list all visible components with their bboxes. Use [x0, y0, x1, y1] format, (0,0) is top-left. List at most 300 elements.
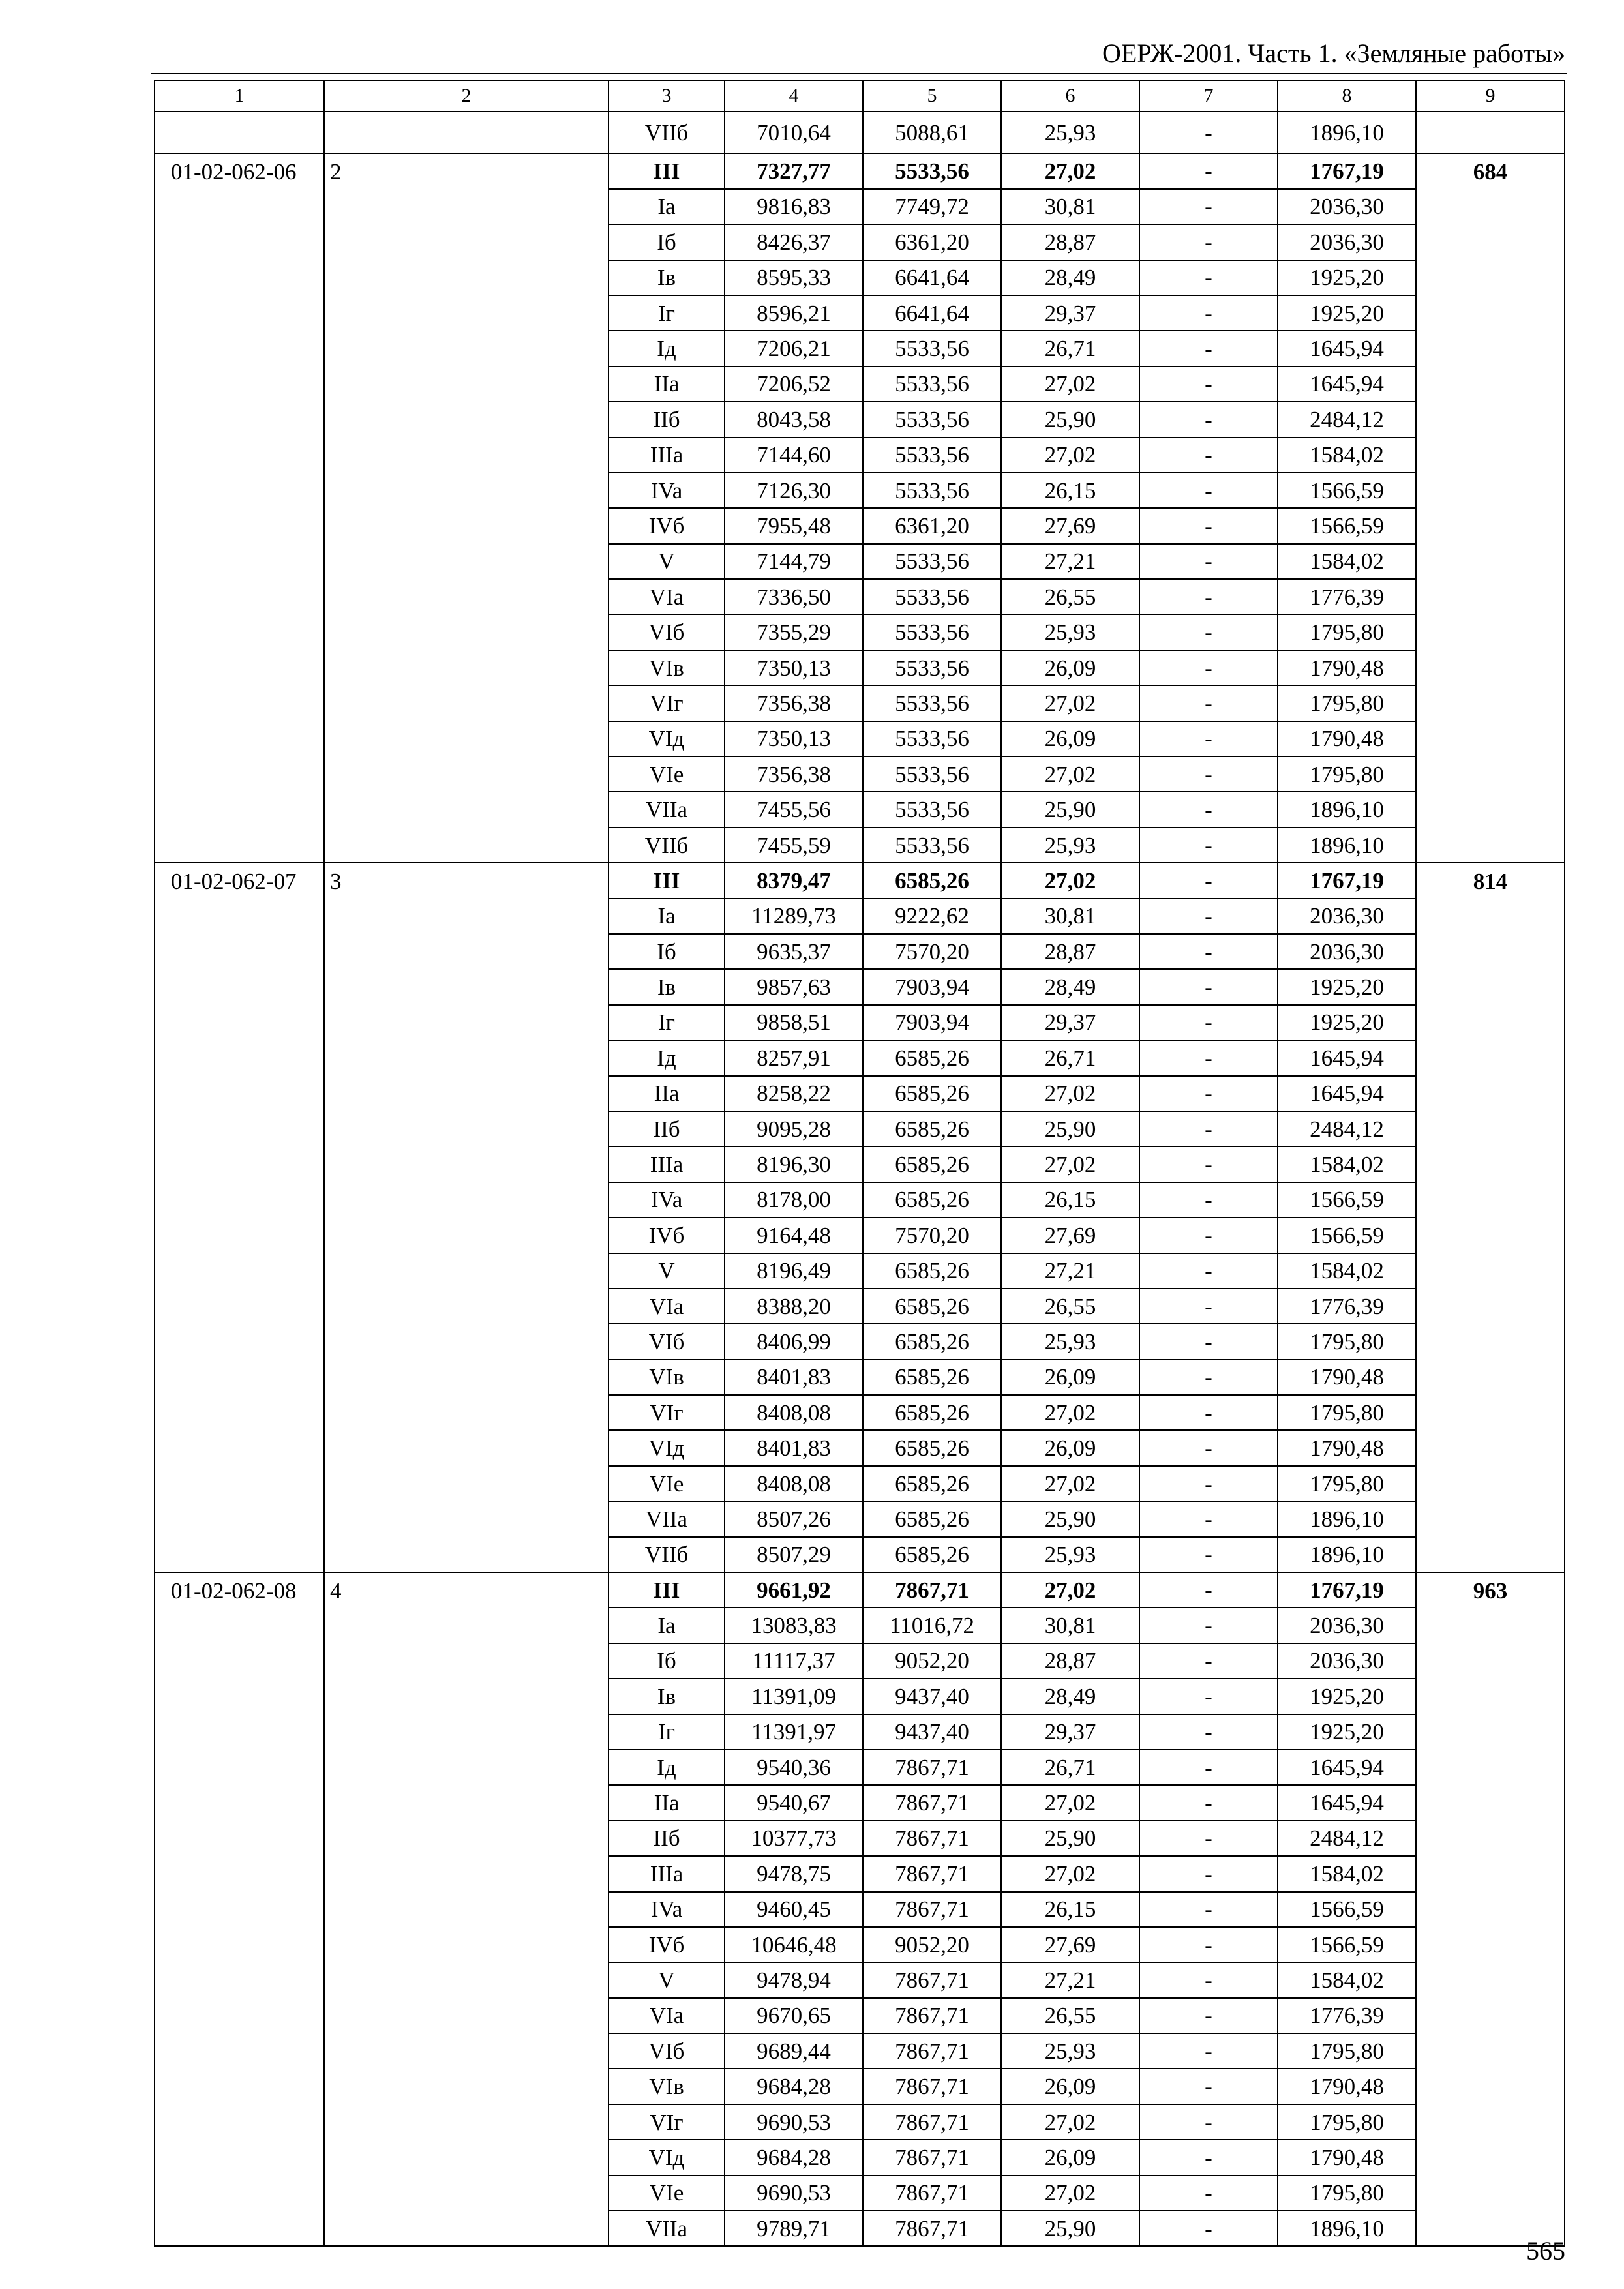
column-9-cell: 684 [1416, 153, 1565, 863]
value-cell: 30,81 [1001, 899, 1139, 934]
value-cell: 1584,02 [1278, 438, 1416, 473]
value-cell: 29,37 [1001, 1005, 1139, 1040]
value-cell: III [609, 1572, 725, 1608]
value-cell: 1767,19 [1278, 863, 1416, 898]
value-cell: Iг [609, 295, 725, 331]
value-cell: VIe [609, 756, 725, 792]
value-cell: 26,15 [1001, 1182, 1139, 1218]
value-cell: 9690,53 [725, 2104, 863, 2140]
value-cell: VIб [609, 2033, 725, 2069]
value-cell: 2036,30 [1278, 1608, 1416, 1643]
value-cell: VIe [609, 1466, 725, 1501]
value-cell: 8596,21 [725, 295, 863, 331]
value-cell: IVa [609, 473, 725, 508]
value-cell: 6585,26 [863, 1289, 1001, 1324]
value-cell: 7350,13 [725, 721, 863, 756]
value-cell: 9857,63 [725, 969, 863, 1004]
value-cell: 7867,71 [863, 1572, 1001, 1608]
value-cell: 25,90 [1001, 1821, 1139, 1856]
value-cell: 7867,71 [863, 1750, 1001, 1785]
value-cell: 5533,56 [863, 544, 1001, 579]
value-cell: - [1139, 1466, 1278, 1501]
value-cell: 25,90 [1001, 402, 1139, 437]
column-number-cell: 6 [1001, 80, 1139, 112]
value-cell: 1790,48 [1278, 650, 1416, 685]
value-cell: 25,90 [1001, 2211, 1139, 2246]
value-cell: - [1139, 650, 1278, 685]
value-cell: 8196,30 [725, 1146, 863, 1182]
value-cell: 6585,26 [863, 1111, 1001, 1146]
value-cell: 9540,67 [725, 1785, 863, 1820]
value-cell: 7955,48 [725, 508, 863, 543]
value-cell: 6585,26 [863, 1466, 1001, 1501]
value-cell: IIa [609, 1785, 725, 1820]
value-cell: - [1139, 1253, 1278, 1289]
column-9-cell: 963 [1416, 1572, 1565, 2246]
value-cell: 27,21 [1001, 544, 1139, 579]
value-cell: 8401,83 [725, 1430, 863, 1465]
value-cell: 1795,80 [1278, 614, 1416, 650]
value-cell: 7144,79 [725, 544, 863, 579]
value-cell: 6361,20 [863, 508, 1001, 543]
value-cell: VIe [609, 2176, 725, 2211]
value-cell: - [1139, 828, 1278, 863]
value-cell: 7455,56 [725, 792, 863, 827]
value-cell: IIa [609, 367, 725, 402]
value-cell: 25,90 [1001, 1501, 1139, 1536]
value-cell: 26,71 [1001, 1750, 1139, 1785]
value-cell: 7749,72 [863, 189, 1001, 224]
value-cell: 27,02 [1001, 685, 1139, 721]
value-cell: 1925,20 [1278, 969, 1416, 1004]
value-cell: 7867,71 [863, 1998, 1001, 2033]
value-cell: 1925,20 [1278, 1714, 1416, 1750]
value-cell: Iд [609, 1040, 725, 1075]
value-cell: 1767,19 [1278, 153, 1416, 188]
column-9-cell [1416, 112, 1565, 153]
value-cell: 7206,52 [725, 367, 863, 402]
value-cell: Iд [609, 1750, 725, 1785]
value-cell: 8406,99 [725, 1324, 863, 1359]
value-cell: V [609, 1253, 725, 1289]
value-cell: Iб [609, 1643, 725, 1679]
value-cell: 27,02 [1001, 1856, 1139, 1891]
value-cell: VIIa [609, 792, 725, 827]
value-cell: 5533,56 [863, 614, 1001, 650]
value-cell: - [1139, 1821, 1278, 1856]
value-cell: 27,02 [1001, 2104, 1139, 2140]
value-cell: - [1139, 1218, 1278, 1253]
value-cell: - [1139, 1962, 1278, 1997]
value-cell: - [1139, 1892, 1278, 1927]
value-cell: - [1139, 1076, 1278, 1111]
value-cell: 28,49 [1001, 1679, 1139, 1714]
column-number-cell: 3 [609, 80, 725, 112]
value-cell: 9684,28 [725, 2069, 863, 2104]
value-cell: - [1139, 1927, 1278, 1962]
value-cell: 6641,64 [863, 295, 1001, 331]
value-cell: - [1139, 2176, 1278, 2211]
value-cell: 28,87 [1001, 1643, 1139, 1679]
value-cell: 5088,61 [863, 112, 1001, 153]
value-cell: - [1139, 438, 1278, 473]
header-rule [151, 73, 1567, 74]
value-cell: 1790,48 [1278, 1360, 1416, 1395]
value-cell: 26,09 [1001, 1430, 1139, 1465]
value-cell: 1795,80 [1278, 1466, 1416, 1501]
value-cell: 5533,56 [863, 473, 1001, 508]
value-cell: 1645,94 [1278, 1040, 1416, 1075]
value-cell: 6585,26 [863, 1182, 1001, 1218]
value-cell: - [1139, 402, 1278, 437]
value-cell: VIд [609, 2140, 725, 2175]
column-number-cell: 8 [1278, 80, 1416, 112]
value-cell: 1795,80 [1278, 2104, 1416, 2140]
value-cell: - [1139, 756, 1278, 792]
value-cell: VIIб [609, 828, 725, 863]
value-cell: - [1139, 544, 1278, 579]
value-cell: 26,09 [1001, 2140, 1139, 2175]
value-cell: 9437,40 [863, 1714, 1001, 1750]
value-cell: VIIa [609, 1501, 725, 1536]
value-cell: 9635,37 [725, 934, 863, 969]
value-cell: 6585,26 [863, 1076, 1001, 1111]
value-cell: 7010,64 [725, 112, 863, 153]
value-cell: 7570,20 [863, 934, 1001, 969]
value-cell: - [1139, 2104, 1278, 2140]
value-cell: 1767,19 [1278, 1572, 1416, 1608]
value-cell: - [1139, 1430, 1278, 1465]
value-cell: 1896,10 [1278, 828, 1416, 863]
value-cell: - [1139, 367, 1278, 402]
value-cell: 27,21 [1001, 1253, 1139, 1289]
value-cell: Iв [609, 969, 725, 1004]
value-cell: 9460,45 [725, 1892, 863, 1927]
value-cell: 1790,48 [1278, 2140, 1416, 2175]
value-cell: 1584,02 [1278, 544, 1416, 579]
value-cell: 9690,53 [725, 2176, 863, 2211]
value-cell: 5533,56 [863, 828, 1001, 863]
value-cell: VIб [609, 1324, 725, 1359]
value-cell: 5533,56 [863, 721, 1001, 756]
value-cell: - [1139, 2069, 1278, 2104]
value-cell: 5533,56 [863, 685, 1001, 721]
value-cell: 1795,80 [1278, 1324, 1416, 1359]
value-cell: 6585,26 [863, 1324, 1001, 1359]
value-cell: 8408,08 [725, 1395, 863, 1430]
value-cell: 8426,37 [725, 224, 863, 260]
value-cell: Ia [609, 899, 725, 934]
value-cell: 1776,39 [1278, 1998, 1416, 2033]
column-number-row [155, 80, 1565, 112]
value-cell: V [609, 1962, 725, 1997]
value-cell: 1795,80 [1278, 685, 1416, 721]
value-cell: - [1139, 2140, 1278, 2175]
value-cell: 9670,65 [725, 1998, 863, 2033]
value-cell: IVб [609, 508, 725, 543]
value-cell: 9689,44 [725, 2033, 863, 2069]
value-cell: 25,93 [1001, 1537, 1139, 1572]
value-cell: - [1139, 260, 1278, 295]
value-cell: 27,02 [1001, 863, 1139, 898]
value-cell: 6585,26 [863, 1537, 1001, 1572]
value-cell: 5533,56 [863, 792, 1001, 827]
value-cell: 1584,02 [1278, 1962, 1416, 1997]
value-cell: VIв [609, 1360, 725, 1395]
value-cell: VIд [609, 721, 725, 756]
value-cell: 2036,30 [1278, 934, 1416, 969]
value-cell: IVa [609, 1892, 725, 1927]
table-row [155, 153, 1565, 188]
value-cell: 7867,71 [863, 2140, 1001, 2175]
value-cell: - [1139, 614, 1278, 650]
value-cell: 1566,59 [1278, 1927, 1416, 1962]
value-cell: III [609, 153, 725, 188]
value-cell: 9478,94 [725, 1962, 863, 1997]
value-cell: 6585,26 [863, 1360, 1001, 1395]
value-cell: - [1139, 1360, 1278, 1395]
value-cell: 10377,73 [725, 1821, 863, 1856]
value-cell: 1645,94 [1278, 331, 1416, 366]
value-cell: 2036,30 [1278, 224, 1416, 260]
value-cell: VIг [609, 1395, 725, 1430]
value-cell: 5533,56 [863, 153, 1001, 188]
value-cell: 13083,83 [725, 1608, 863, 1643]
value-cell: 29,37 [1001, 1714, 1139, 1750]
value-cell: 10646,48 [725, 1927, 863, 1962]
page-header-title: ОЕРЖ-2001. Часть 1. «Земляные работы» [1102, 38, 1565, 68]
value-cell: 7356,38 [725, 756, 863, 792]
value-cell: 6585,26 [863, 1395, 1001, 1430]
value-cell: 8401,83 [725, 1360, 863, 1395]
value-cell: 6585,26 [863, 863, 1001, 898]
value-cell: 27,02 [1001, 2176, 1139, 2211]
value-cell: 8595,33 [725, 260, 863, 295]
value-cell: 27,69 [1001, 508, 1139, 543]
value-cell: 27,02 [1001, 1466, 1139, 1501]
value-cell: 9684,28 [725, 2140, 863, 2175]
table-body [155, 80, 1565, 2246]
value-cell: 8507,26 [725, 1501, 863, 1536]
description-cell: 3 [324, 863, 609, 1572]
value-cell: 1896,10 [1278, 112, 1416, 153]
value-cell: - [1139, 1324, 1278, 1359]
value-cell: 8196,49 [725, 1253, 863, 1289]
value-cell: 9858,51 [725, 1005, 863, 1040]
value-cell: 1795,80 [1278, 1395, 1416, 1430]
value-cell: - [1139, 1289, 1278, 1324]
value-cell: 26,15 [1001, 1892, 1139, 1927]
value-cell: 1584,02 [1278, 1146, 1416, 1182]
value-cell: 2036,30 [1278, 1643, 1416, 1679]
value-cell: Iб [609, 934, 725, 969]
value-cell: 1790,48 [1278, 721, 1416, 756]
value-cell: - [1139, 112, 1278, 153]
value-cell: 8379,47 [725, 863, 863, 898]
value-cell: VIIб [609, 1537, 725, 1572]
value-cell: - [1139, 579, 1278, 614]
value-cell: 1925,20 [1278, 1679, 1416, 1714]
value-cell: Iб [609, 224, 725, 260]
value-cell: - [1139, 721, 1278, 756]
column-9-cell: 814 [1416, 863, 1565, 1572]
value-cell: 1795,80 [1278, 756, 1416, 792]
value-cell: 7867,71 [863, 1821, 1001, 1856]
value-cell: - [1139, 1005, 1278, 1040]
value-cell: - [1139, 1679, 1278, 1714]
value-cell: VIa [609, 1289, 725, 1324]
value-cell: 7350,13 [725, 650, 863, 685]
value-cell: 7327,77 [725, 153, 863, 188]
value-cell: Iг [609, 1005, 725, 1040]
value-cell: Iв [609, 260, 725, 295]
value-cell: V [609, 544, 725, 579]
value-cell: - [1139, 1111, 1278, 1146]
value-cell: 11289,73 [725, 899, 863, 934]
value-cell: 1645,94 [1278, 1750, 1416, 1785]
value-cell: 26,09 [1001, 650, 1139, 685]
value-cell: 6585,26 [863, 1430, 1001, 1465]
value-cell: - [1139, 1146, 1278, 1182]
value-cell: IIб [609, 1821, 725, 1856]
value-cell: VIIб [609, 112, 725, 153]
value-cell: 7336,50 [725, 579, 863, 614]
value-cell: 25,90 [1001, 792, 1139, 827]
value-cell: 7867,71 [863, 2104, 1001, 2140]
value-cell: 1776,39 [1278, 579, 1416, 614]
value-cell: 5533,56 [863, 402, 1001, 437]
value-cell: 26,71 [1001, 1040, 1139, 1075]
value-cell: 9661,92 [725, 1572, 863, 1608]
value-cell: 26,09 [1001, 2069, 1139, 2104]
value-cell: 1896,10 [1278, 1501, 1416, 1536]
value-cell: 6585,26 [863, 1146, 1001, 1182]
column-number-cell: 2 [324, 80, 609, 112]
value-cell: 8257,91 [725, 1040, 863, 1075]
value-cell: 5533,56 [863, 650, 1001, 685]
value-cell: 28,87 [1001, 934, 1139, 969]
value-cell: 26,55 [1001, 1289, 1139, 1324]
value-cell: - [1139, 1395, 1278, 1430]
value-cell: IVб [609, 1927, 725, 1962]
page-number: 565 [1526, 2236, 1565, 2266]
value-cell: 9437,40 [863, 1679, 1001, 1714]
value-cell: - [1139, 1501, 1278, 1536]
value-cell: 27,69 [1001, 1218, 1139, 1253]
value-cell: IIб [609, 402, 725, 437]
value-cell: IIIa [609, 438, 725, 473]
value-cell: VIIa [609, 2211, 725, 2246]
value-cell: 28,87 [1001, 224, 1139, 260]
value-cell: IIб [609, 1111, 725, 1146]
value-cell: VIa [609, 1998, 725, 2033]
value-cell: 11117,37 [725, 1643, 863, 1679]
value-cell: VIг [609, 2104, 725, 2140]
value-cell: 27,02 [1001, 1785, 1139, 1820]
value-cell: 7206,21 [725, 331, 863, 366]
rate-code-cell: 01-02-062-06 [155, 153, 324, 863]
value-cell: 8388,20 [725, 1289, 863, 1324]
value-cell: 30,81 [1001, 1608, 1139, 1643]
value-cell: 28,49 [1001, 969, 1139, 1004]
value-cell: 7455,59 [725, 828, 863, 863]
value-cell: 9052,20 [863, 1927, 1001, 1962]
value-cell: - [1139, 2211, 1278, 2246]
value-cell: - [1139, 685, 1278, 721]
value-cell: - [1139, 899, 1278, 934]
value-cell: - [1139, 1998, 1278, 2033]
value-cell: 1584,02 [1278, 1856, 1416, 1891]
value-cell: 7355,29 [725, 614, 863, 650]
table-row [155, 863, 1565, 898]
value-cell: - [1139, 224, 1278, 260]
value-cell: - [1139, 863, 1278, 898]
value-cell: - [1139, 508, 1278, 543]
value-cell: 9222,62 [863, 899, 1001, 934]
value-cell: 1645,94 [1278, 1785, 1416, 1820]
value-cell: Iд [609, 331, 725, 366]
value-cell: - [1139, 1572, 1278, 1608]
value-cell: 27,69 [1001, 1927, 1139, 1962]
value-cell: IIa [609, 1076, 725, 1111]
value-cell: 1896,10 [1278, 792, 1416, 827]
value-cell: 9789,71 [725, 2211, 863, 2246]
value-cell: 2036,30 [1278, 189, 1416, 224]
value-cell: 7356,38 [725, 685, 863, 721]
value-cell: VIв [609, 2069, 725, 2104]
value-cell: 2484,12 [1278, 402, 1416, 437]
value-cell: 5533,56 [863, 756, 1001, 792]
value-cell: 29,37 [1001, 295, 1139, 331]
column-number-cell: 1 [155, 80, 324, 112]
value-cell: 1566,59 [1278, 1892, 1416, 1927]
value-cell: 2484,12 [1278, 1111, 1416, 1146]
value-cell: - [1139, 1856, 1278, 1891]
value-cell: 6585,26 [863, 1040, 1001, 1075]
value-cell: - [1139, 1714, 1278, 1750]
value-cell: 7903,94 [863, 969, 1001, 1004]
value-cell: 8408,08 [725, 1466, 863, 1501]
value-cell: 1566,59 [1278, 1218, 1416, 1253]
column-number-cell: 9 [1416, 80, 1565, 112]
value-cell: 28,49 [1001, 260, 1139, 295]
value-cell: 1566,59 [1278, 508, 1416, 543]
value-cell: 7570,20 [863, 1218, 1001, 1253]
value-cell: 25,93 [1001, 614, 1139, 650]
value-cell: IVб [609, 1218, 725, 1253]
value-cell: 11391,97 [725, 1714, 863, 1750]
rate-code-cell: 01-02-062-07 [155, 863, 324, 1572]
value-cell: 1645,94 [1278, 1076, 1416, 1111]
rate-code-cell: 01-02-062-08 [155, 1572, 324, 2246]
value-cell: 9095,28 [725, 1111, 863, 1146]
value-cell: - [1139, 1643, 1278, 1679]
value-cell: 9164,48 [725, 1218, 863, 1253]
value-cell: 1795,80 [1278, 2176, 1416, 2211]
rate-code-cell [155, 112, 324, 153]
value-cell: - [1139, 969, 1278, 1004]
value-cell: - [1139, 2033, 1278, 2069]
value-cell: 26,15 [1001, 473, 1139, 508]
value-cell: 7867,71 [863, 2069, 1001, 2104]
value-cell: Iг [609, 1714, 725, 1750]
value-cell: 7144,60 [725, 438, 863, 473]
description-cell: 2 [324, 153, 609, 863]
value-cell: Ia [609, 189, 725, 224]
value-cell: 8043,58 [725, 402, 863, 437]
value-cell: 5533,56 [863, 331, 1001, 366]
value-cell: 30,81 [1001, 189, 1139, 224]
